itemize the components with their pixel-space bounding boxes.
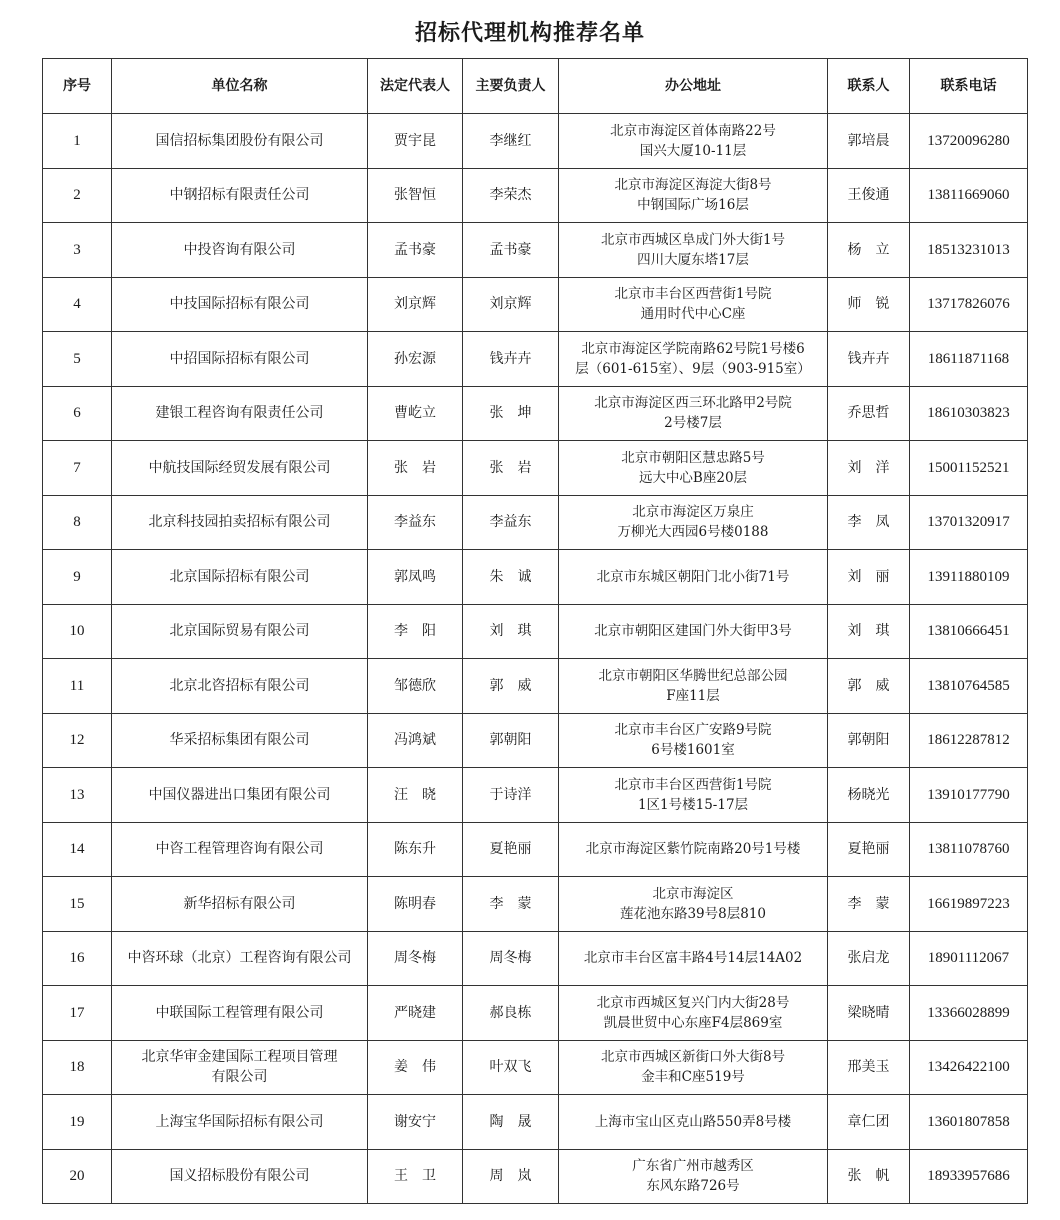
cell-contact-phone: 15001152521	[910, 441, 1028, 496]
cell-office-address-line: 北京市西城区新街口外大街8号	[600, 1049, 786, 1066]
cell-company-name: 上海宝华国际招标有限公司	[112, 1095, 368, 1150]
table-row	[43, 986, 1028, 1041]
cell-contact-person: 李 蒙	[828, 877, 910, 932]
cell-no: 7	[43, 441, 112, 496]
cell-legal-representative: 冯鸿斌	[368, 713, 463, 768]
cell-contact-person: 师 锐	[828, 277, 910, 332]
cell-principal: 李 蒙	[463, 877, 559, 932]
cell-office-address	[559, 223, 828, 278]
cell-legal-representative: 陈东升	[368, 822, 463, 877]
cell-no: 6	[43, 386, 112, 441]
cell-principal: 刘京辉	[463, 277, 559, 332]
agency-table	[42, 58, 1028, 1204]
table-row	[43, 550, 1028, 605]
cell-office-address-line: 北京市朝阳区华腾世纪总部公园	[598, 667, 788, 684]
cell-no: 15	[43, 877, 112, 932]
cell-office-address-line: 北京市丰台区西营街1号院	[614, 286, 772, 303]
cell-legal-representative: 郭凤鸣	[368, 550, 463, 605]
cell-office-address-line: 通用时代中心C座	[640, 306, 746, 323]
cell-office-address	[559, 550, 828, 605]
cell-contact-person: 邢美玉	[828, 1040, 910, 1095]
cell-office-address	[559, 1149, 828, 1204]
cell-contact-person: 郭朝阳	[828, 713, 910, 768]
cell-office-address	[559, 768, 828, 823]
table-row	[43, 659, 1028, 714]
cell-office-address-line: 北京市丰台区西营街1号院	[614, 776, 772, 793]
cell-legal-representative: 孙宏源	[368, 332, 463, 387]
cell-contact-person: 王俊通	[828, 168, 910, 223]
table-row	[43, 1095, 1028, 1150]
cell-office-address-line: 北京市海淀区学院南路62号院1号楼6	[581, 340, 805, 357]
cell-legal-representative: 曹屹立	[368, 386, 463, 441]
cell-no: 14	[43, 822, 112, 877]
cell-no: 11	[43, 659, 112, 714]
cell-principal: 周 岚	[463, 1149, 559, 1204]
cell-legal-representative: 陈明春	[368, 877, 463, 932]
cell-legal-representative: 谢安宁	[368, 1095, 463, 1150]
cell-company-name: 中投咨询有限公司	[112, 223, 368, 278]
cell-principal: 李益东	[463, 495, 559, 550]
cell-principal: 周冬梅	[463, 931, 559, 986]
cell-contact-phone: 13811078760	[910, 822, 1028, 877]
cell-principal: 张 岩	[463, 441, 559, 496]
cell-office-address-line: 6号楼1601室	[651, 742, 735, 759]
cell-office-address-line: 上海市宝山区克山路550弄8号楼	[594, 1113, 792, 1130]
header-company-name: 单位名称	[112, 59, 368, 114]
cell-company-name: 国信招标集团股份有限公司	[112, 114, 368, 169]
header-principal: 主要负责人	[463, 59, 559, 114]
cell-office-address-line: 中钢国际广场16层	[637, 197, 749, 214]
cell-office-address	[559, 822, 828, 877]
cell-company-name: 北京国际招标有限公司	[112, 550, 368, 605]
cell-office-address-line: 国兴大厦10-11层	[639, 142, 747, 159]
cell-no: 5	[43, 332, 112, 387]
cell-legal-representative: 李 阳	[368, 604, 463, 659]
cell-office-address	[559, 1040, 828, 1095]
cell-company-name: 国义招标股份有限公司	[112, 1149, 368, 1204]
cell-contact-phone: 13810764585	[910, 659, 1028, 714]
cell-contact-person: 郭培晨	[828, 114, 910, 169]
cell-principal: 刘 琪	[463, 604, 559, 659]
cell-legal-representative: 汪 晓	[368, 768, 463, 823]
page-title: 招标代理机构推荐名单	[414, 21, 645, 46]
header-contact-phone: 联系电话	[910, 59, 1028, 114]
cell-company-name-line: 有限公司	[211, 1069, 268, 1086]
cell-principal: 于诗洋	[463, 768, 559, 823]
cell-office-address-line: 北京市丰台区富丰路4号14层14A02	[583, 950, 803, 967]
cell-contact-phone: 13911880109	[910, 550, 1028, 605]
cell-company-name: 中航技国际经贸发展有限公司	[112, 441, 368, 496]
cell-contact-phone: 18612287812	[910, 713, 1028, 768]
cell-office-address-line: 北京市朝阳区慧忠路5号	[621, 449, 765, 466]
cell-legal-representative: 王 卫	[368, 1149, 463, 1204]
cell-legal-representative: 孟书豪	[368, 223, 463, 278]
table-row	[43, 713, 1028, 768]
cell-office-address-line: 四川大厦东塔17层	[637, 251, 749, 268]
cell-no: 19	[43, 1095, 112, 1150]
table-row	[43, 386, 1028, 441]
cell-principal: 夏艳丽	[463, 822, 559, 877]
cell-contact-person: 张启龙	[828, 931, 910, 986]
cell-office-address-line: 北京市海淀区海淀大街8号	[614, 177, 772, 194]
cell-office-address	[559, 495, 828, 550]
cell-no: 10	[43, 604, 112, 659]
cell-office-address-line: 万柳光大西园6号楼0188	[617, 524, 769, 541]
cell-office-address-line: 广东省广州市越秀区	[632, 1158, 754, 1175]
cell-principal: 陶 晟	[463, 1095, 559, 1150]
cell-office-address-line: 2号楼7层	[664, 415, 722, 432]
cell-office-address-line: 凯晨世贸中心东座F4层869室	[603, 1014, 783, 1031]
table-row	[43, 931, 1028, 986]
cell-office-address-line: 北京市朝阳区建国门外大街甲3号	[594, 623, 792, 640]
cell-principal: 朱 诚	[463, 550, 559, 605]
cell-principal: 郝良栋	[463, 986, 559, 1041]
cell-company-name: 中钢招标有限责任公司	[112, 168, 368, 223]
cell-office-address-line: F座11层	[666, 687, 720, 704]
table-row	[43, 1149, 1028, 1204]
cell-no: 3	[43, 223, 112, 278]
cell-contact-person: 乔思哲	[828, 386, 910, 441]
cell-no: 17	[43, 986, 112, 1041]
cell-principal: 钱卉卉	[463, 332, 559, 387]
cell-company-name: 中技国际招标有限公司	[112, 277, 368, 332]
cell-legal-representative: 贾宇昆	[368, 114, 463, 169]
cell-office-address-line: 东风东路726号	[646, 1178, 740, 1195]
cell-contact-person: 章仁团	[828, 1095, 910, 1150]
cell-legal-representative: 张 岩	[368, 441, 463, 496]
cell-office-address-line: 北京市海淀区紫竹院南路20号1号楼	[585, 841, 801, 858]
cell-office-address	[559, 277, 828, 332]
cell-contact-person: 杨晓光	[828, 768, 910, 823]
table-header-row	[43, 59, 1028, 114]
cell-contact-phone: 13810666451	[910, 604, 1028, 659]
cell-contact-phone: 13811669060	[910, 168, 1028, 223]
cell-contact-phone: 13366028899	[910, 986, 1028, 1041]
cell-office-address-line: 金丰和C座519号	[641, 1069, 745, 1086]
table-row	[43, 604, 1028, 659]
cell-contact-person: 刘 丽	[828, 550, 910, 605]
cell-principal: 郭 威	[463, 659, 559, 714]
cell-legal-representative: 严晓建	[368, 986, 463, 1041]
table-row	[43, 495, 1028, 550]
cell-principal: 郭朝阳	[463, 713, 559, 768]
cell-no: 13	[43, 768, 112, 823]
table-row	[43, 822, 1028, 877]
cell-no: 20	[43, 1149, 112, 1204]
table-row	[43, 768, 1028, 823]
cell-principal: 李荣杰	[463, 168, 559, 223]
cell-contact-phone: 18901112067	[910, 931, 1028, 986]
cell-office-address-line: 北京市丰台区广安路9号院	[614, 722, 772, 739]
cell-contact-person: 钱卉卉	[828, 332, 910, 387]
cell-no: 18	[43, 1040, 112, 1095]
table-row	[43, 441, 1028, 496]
cell-no: 9	[43, 550, 112, 605]
cell-company-name	[112, 1040, 368, 1095]
cell-office-address-line: 远大中心B座20层	[638, 469, 748, 486]
cell-company-name: 新华招标有限公司	[112, 877, 368, 932]
cell-principal: 李继红	[463, 114, 559, 169]
header-contact-person: 联系人	[828, 59, 910, 114]
cell-contact-person: 刘 琪	[828, 604, 910, 659]
table-row	[43, 168, 1028, 223]
cell-office-address-line: 层（601-615室）、9层（903-915室）	[575, 360, 811, 377]
header-legal-representative: 法定代表人	[368, 59, 463, 114]
cell-company-name: 建银工程咨询有限责任公司	[112, 386, 368, 441]
cell-company-name: 中联国际工程管理有限公司	[112, 986, 368, 1041]
cell-no: 16	[43, 931, 112, 986]
cell-contact-person: 张 帆	[828, 1149, 910, 1204]
cell-company-name: 中咨工程管理咨询有限公司	[112, 822, 368, 877]
header-office-address: 办公地址	[559, 59, 828, 114]
cell-office-address-line: 北京市海淀区万泉庄	[632, 504, 754, 521]
cell-contact-phone: 13910177790	[910, 768, 1028, 823]
cell-principal: 叶双飞	[463, 1040, 559, 1095]
cell-office-address	[559, 168, 828, 223]
table-row	[43, 223, 1028, 278]
cell-contact-phone: 13701320917	[910, 495, 1028, 550]
cell-office-address	[559, 332, 828, 387]
cell-contact-phone: 13601807858	[910, 1095, 1028, 1150]
table-row	[43, 332, 1028, 387]
cell-contact-phone: 13426422100	[910, 1040, 1028, 1095]
cell-contact-phone: 18610303823	[910, 386, 1028, 441]
cell-legal-representative: 邹德欣	[368, 659, 463, 714]
table-body	[43, 114, 1028, 1204]
cell-office-address	[559, 931, 828, 986]
cell-office-address-line: 北京市海淀区	[652, 885, 734, 902]
cell-legal-representative: 李益东	[368, 495, 463, 550]
cell-office-address	[559, 386, 828, 441]
cell-office-address-line: 莲花池东路39号8层810	[619, 905, 767, 922]
cell-office-address-line: 北京市西城区阜成门外大街1号	[600, 231, 786, 248]
cell-contact-phone: 16619897223	[910, 877, 1028, 932]
cell-contact-phone: 13717826076	[910, 277, 1028, 332]
table-row	[43, 1040, 1028, 1095]
cell-office-address-line: 1区1号楼15-17层	[637, 796, 749, 813]
cell-no: 1	[43, 114, 112, 169]
cell-contact-person: 郭 威	[828, 659, 910, 714]
cell-office-address	[559, 604, 828, 659]
cell-office-address	[559, 713, 828, 768]
cell-office-address-line: 北京市东城区朝阳门北小街71号	[596, 568, 790, 585]
cell-no: 4	[43, 277, 112, 332]
cell-company-name: 中国仪器进出口集团有限公司	[112, 768, 368, 823]
cell-company-name: 中招国际招标有限公司	[112, 332, 368, 387]
cell-company-name: 北京国际贸易有限公司	[112, 604, 368, 659]
header-no: 序号	[43, 59, 112, 114]
table-row	[43, 277, 1028, 332]
cell-company-name: 中咨环球（北京）工程咨询有限公司	[112, 931, 368, 986]
cell-office-address	[559, 441, 828, 496]
cell-contact-phone: 13720096280	[910, 114, 1028, 169]
cell-contact-person: 刘 洋	[828, 441, 910, 496]
cell-principal: 张 坤	[463, 386, 559, 441]
cell-no: 8	[43, 495, 112, 550]
cell-no: 12	[43, 713, 112, 768]
cell-contact-phone: 18933957686	[910, 1149, 1028, 1204]
cell-office-address	[559, 659, 828, 714]
cell-office-address-line: 北京市海淀区首体南路22号	[610, 122, 776, 139]
cell-company-name-line: 北京华审金建国际工程项目管理	[141, 1049, 338, 1066]
cell-company-name: 华采招标集团有限公司	[112, 713, 368, 768]
cell-contact-person: 杨 立	[828, 223, 910, 278]
cell-contact-person: 夏艳丽	[828, 822, 910, 877]
cell-office-address-line: 北京市海淀区西三环北路甲2号院	[594, 395, 792, 412]
cell-legal-representative: 刘京辉	[368, 277, 463, 332]
cell-contact-phone: 18611871168	[910, 332, 1028, 387]
cell-office-address	[559, 877, 828, 932]
cell-office-address	[559, 1095, 828, 1150]
cell-no: 2	[43, 168, 112, 223]
table-row	[43, 877, 1028, 932]
cell-legal-representative: 姜 伟	[368, 1040, 463, 1095]
cell-legal-representative: 张智恒	[368, 168, 463, 223]
cell-contact-phone: 18513231013	[910, 223, 1028, 278]
cell-principal: 孟书豪	[463, 223, 559, 278]
cell-office-address	[559, 114, 828, 169]
cell-company-name: 北京科技园拍卖招标有限公司	[112, 495, 368, 550]
cell-office-address-line: 北京市西城区复兴门内大街28号	[596, 994, 790, 1011]
cell-contact-person: 李 凤	[828, 495, 910, 550]
cell-legal-representative: 周冬梅	[368, 931, 463, 986]
table-row	[43, 114, 1028, 169]
cell-office-address	[559, 986, 828, 1041]
cell-contact-person: 梁晓晴	[828, 986, 910, 1041]
cell-company-name: 北京北咨招标有限公司	[112, 659, 368, 714]
